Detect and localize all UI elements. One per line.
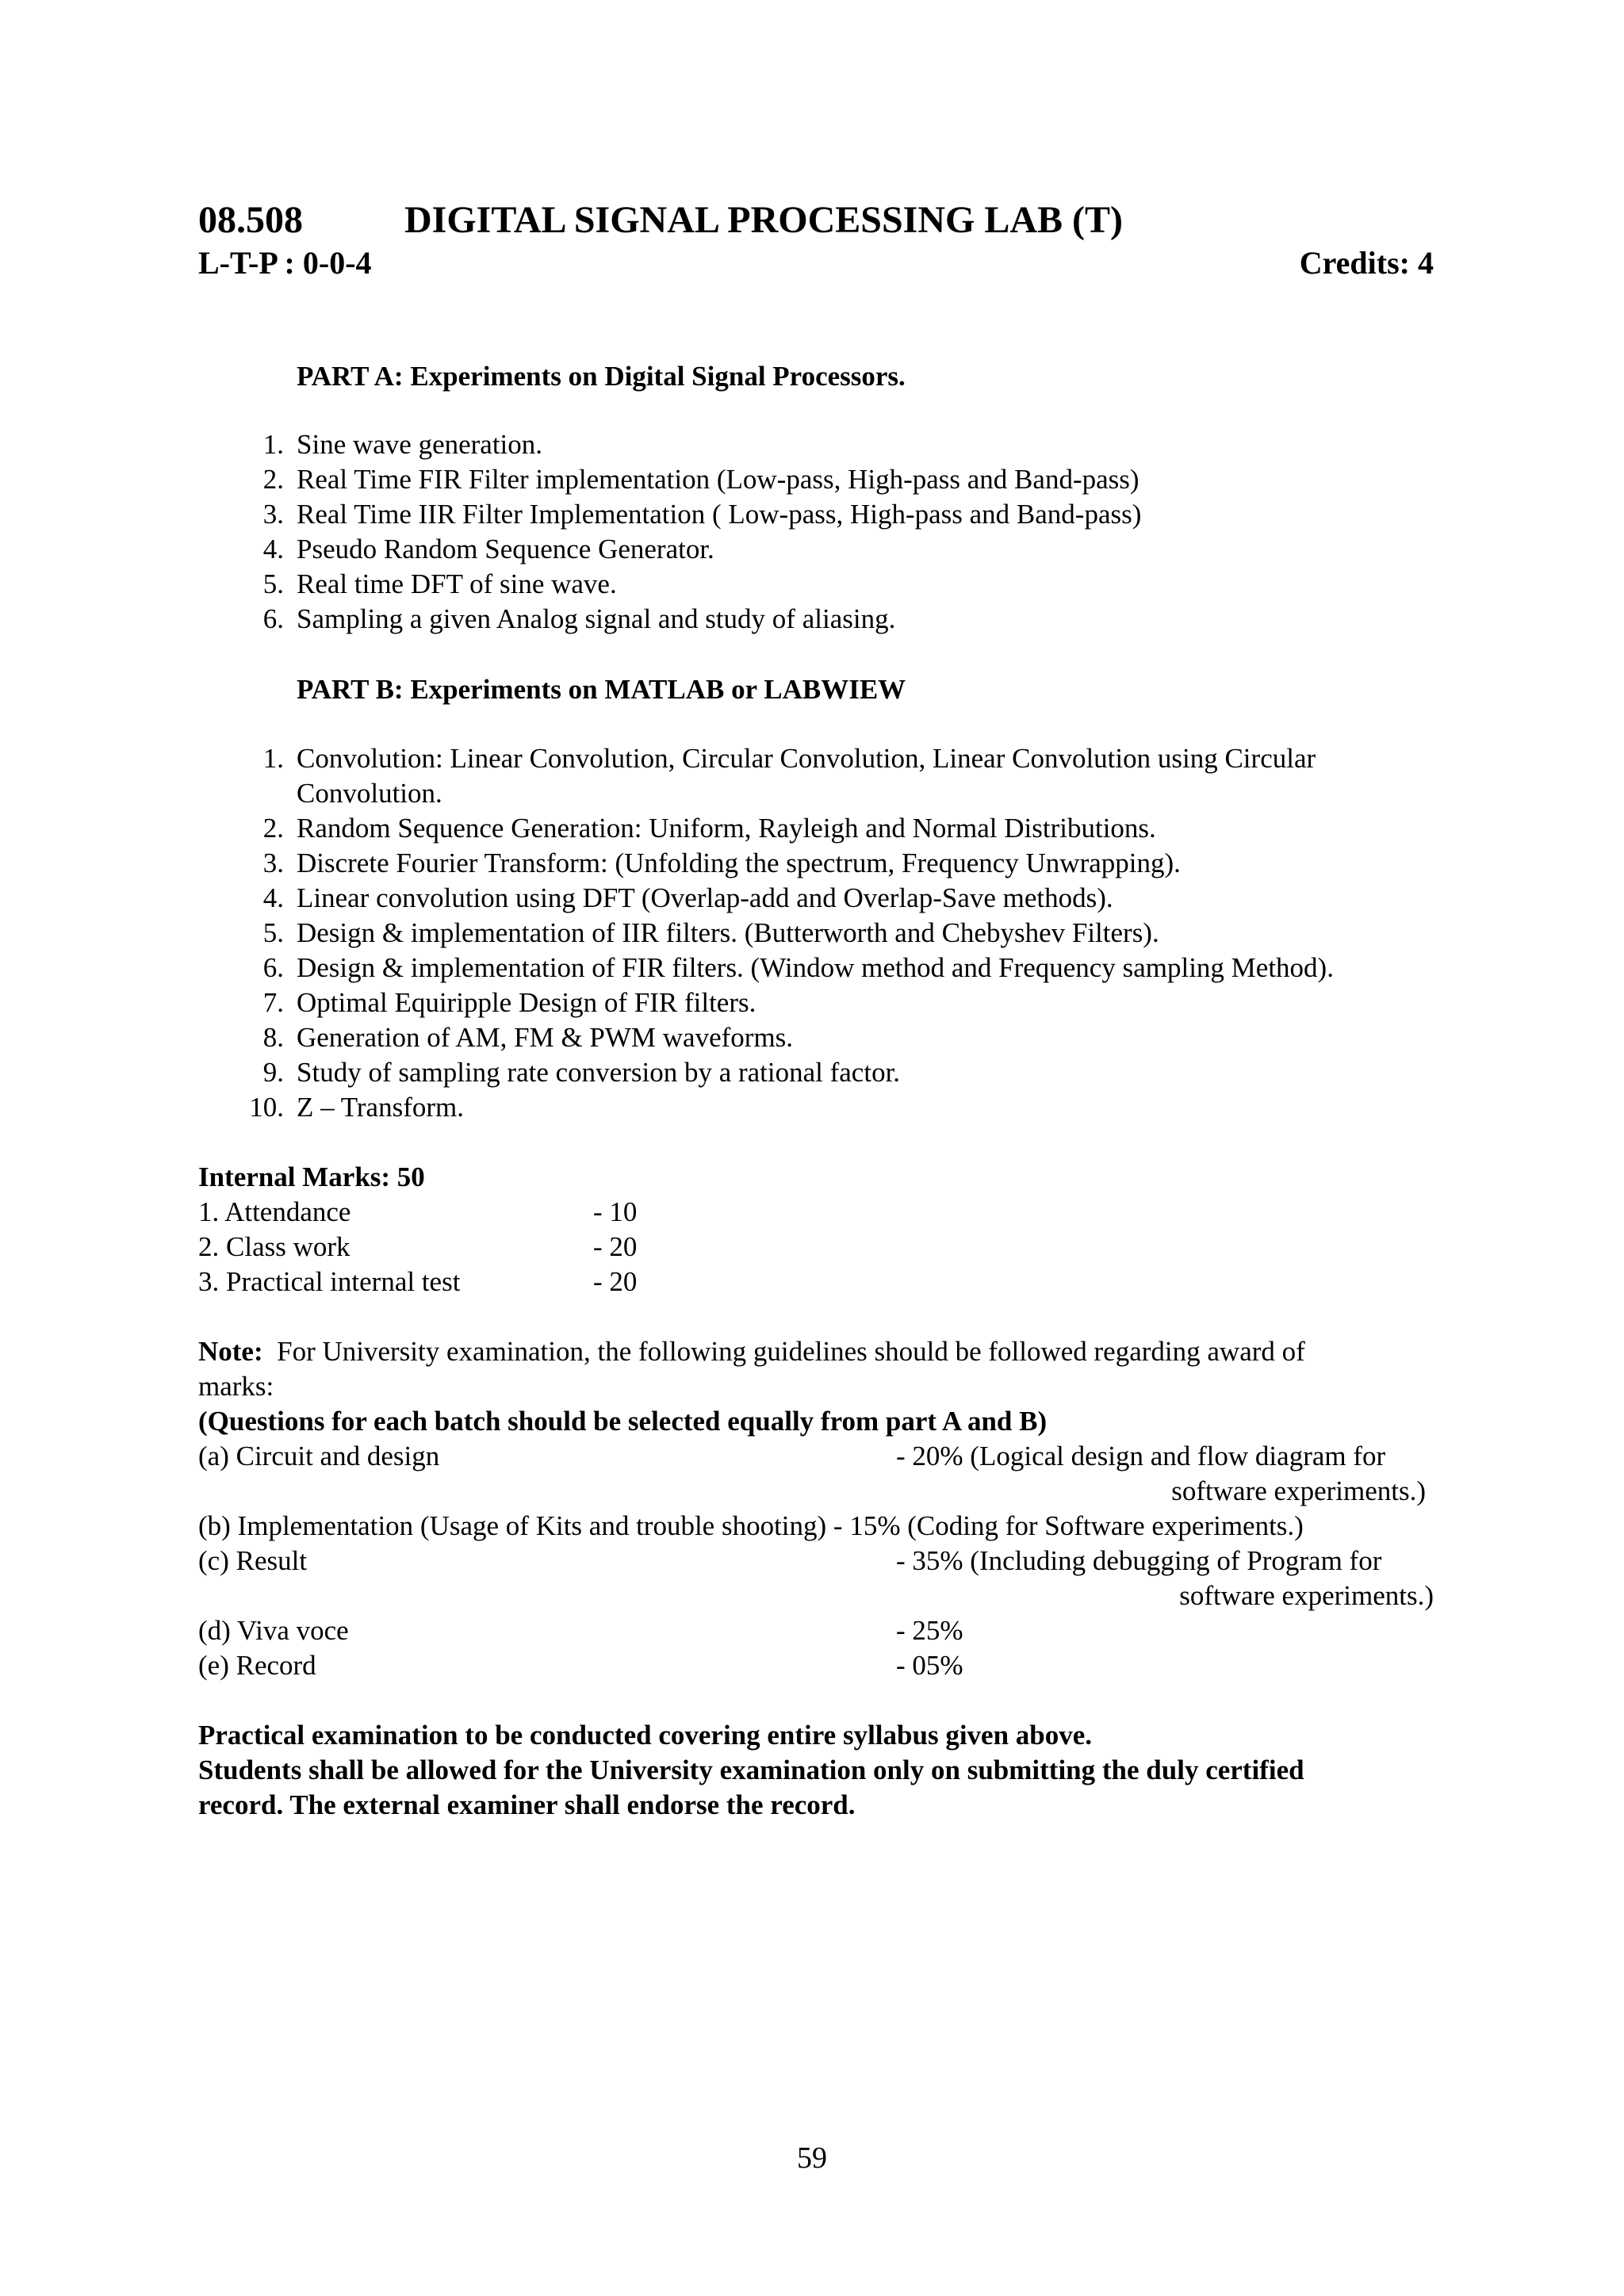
marks-row-label: 2. Class work (198, 1231, 350, 1262)
part-b-heading: PART B: Experiments on MATLAB or LABWIEW (297, 674, 906, 705)
note-line-1: Note: For University examination, the following guidelines should be followed regarding award of (198, 1336, 1305, 1367)
list-item: 1. Convolution: Linear Convolution, Circular Convolution, Linear Convolution using Circular Convolution. (262, 743, 1316, 809)
criterion-c-value: - 35% (Including debugging of Program for (896, 1545, 1382, 1576)
list-item: 8. Generation of AM, FM & PWM waveforms. (262, 1022, 794, 1053)
credits-label: Credits: 4 (1299, 245, 1434, 281)
footer-line-2: Students shall be allowed for the University examination only on submitting the duly certified (198, 1755, 1304, 1785)
list-item: 3. Discrete Fourier Transform: (Unfolding the spectrum, Frequency Unwrapping). (262, 848, 1181, 878)
note-bold-line: (Questions for each batch should be selected equally from part A and B) (198, 1406, 1048, 1437)
note-label: Note: (198, 1336, 263, 1367)
marks-row-value: - 20 (593, 1231, 638, 1262)
criterion-a-label: (a) Circuit and design (198, 1441, 440, 1471)
criterion-c-value-cont: software experiments.) (1179, 1580, 1434, 1611)
criterion-b: (b) Implementation (Usage of Kits and trouble shooting) - 15% (Coding for Software experiments.) (198, 1510, 1304, 1541)
list-item: 4. Pseudo Random Sequence Generator. (262, 534, 714, 564)
criterion-a-value: - 20% (Logical design and flow diagram for (896, 1441, 1386, 1471)
criterion-a-value-cont: software experiments.) (1171, 1475, 1426, 1506)
list-item: 3. Real Time IIR Filter Implementation ( Low-pass, High-pass and Band-pass) (262, 499, 1142, 530)
criterion-e-value: - 05% (896, 1650, 963, 1681)
criterion-d-value: - 25% (896, 1615, 963, 1646)
note-line-2: marks: (198, 1371, 274, 1402)
course-title: DIGITAL SIGNAL PROCESSING LAB (T) (404, 199, 1123, 241)
list-item: 4. Linear convolution using DFT (Overlap-add and Overlap-Save methods). (262, 882, 1113, 913)
internal-marks-heading: Internal Marks: 50 (198, 1161, 425, 1192)
list-item: 2. Real Time FIR Filter implementation (Low-pass, High-pass and Band-pass) (262, 464, 1139, 495)
part-a-heading: PART A: Experiments on Digital Signal Processors. (297, 361, 906, 392)
list-item: 1. Sine wave generation. (262, 429, 543, 460)
list-item: 2. Random Sequence Generation: Uniform, Rayleigh and Normal Distributions. (262, 813, 1156, 844)
list-item: 6. Design & implementation of FIR filters. (Window method and Frequency sampling Method). (262, 952, 1334, 983)
page-number: 59 (797, 2141, 827, 2175)
list-item: 5. Design & implementation of IIR filters. (Butterworth and Chebyshev Filters). (262, 917, 1159, 948)
list-item: 7. Optimal Equiripple Design of FIR filters. (262, 987, 756, 1018)
marks-row-label: 1. Attendance (198, 1196, 351, 1227)
ltp-label: L-T-P : 0-0-4 (198, 245, 372, 281)
marks-row-value: - 10 (593, 1196, 638, 1227)
list-item: 10. Z – Transform. (249, 1092, 464, 1123)
part-a-list (238, 427, 1141, 637)
criterion-e-label: (e) Record (198, 1650, 316, 1681)
footer-line-1: Practical examination to be conducted covering entire syllabus given above. (198, 1720, 1093, 1751)
criterion-c-label: (c) Result (198, 1545, 308, 1576)
marks-row-label: 3. Practical internal test (198, 1266, 461, 1297)
list-item: 5. Real time DFT of sine wave. (262, 568, 617, 599)
list-item: 6. Sampling a given Analog signal and study of aliasing. (262, 603, 896, 634)
footer-line-3: record. The external examiner shall endorse the record. (198, 1789, 856, 1820)
marks-row-value: - 20 (593, 1266, 638, 1297)
criterion-d-label: (d) Viva voce (198, 1615, 349, 1646)
course-code: 08.508 (198, 199, 303, 241)
list-item: 9. Study of sampling rate conversion by a rational factor. (262, 1057, 901, 1088)
part-b-list (238, 741, 1334, 1125)
